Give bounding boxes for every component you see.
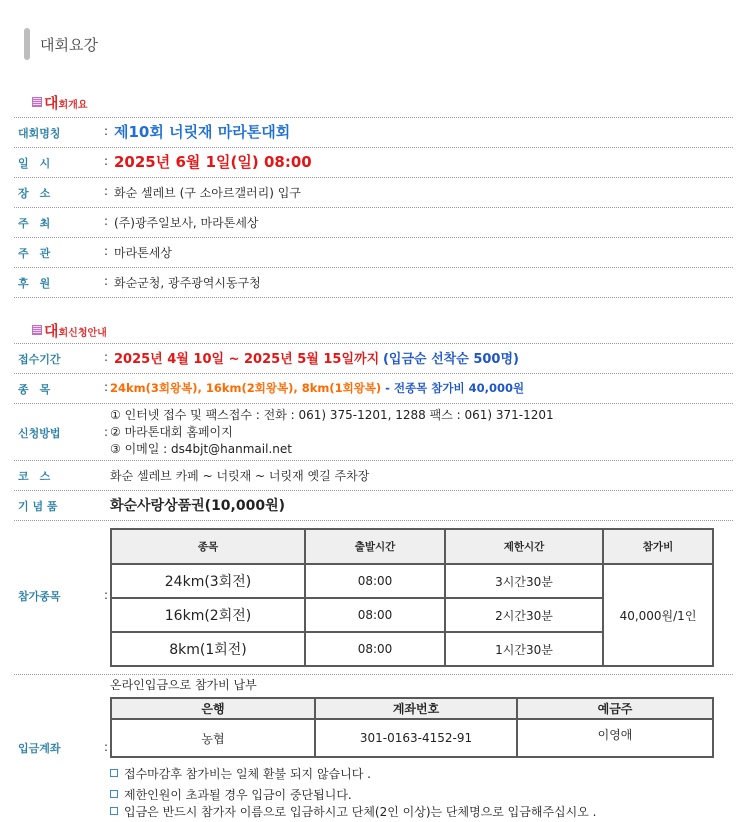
header-bank: 은행 (111, 698, 315, 719)
note-item (110, 765, 371, 782)
colon: : (104, 588, 109, 602)
cell-limit: 1시간30분 (445, 632, 603, 666)
label-account: 입금계좌 (18, 742, 61, 755)
label-sponsor: 후 원 (18, 277, 51, 290)
note-text: 입금은 반드시 참가자 이름으로 입금하시고 단체(2인 이상)는 단체명으로 입금해주십시오 . (124, 805, 597, 819)
divider (14, 267, 733, 268)
section-title-text: 회개요 (58, 100, 88, 111)
section-title-overview (32, 92, 87, 110)
period-dates: 2025년 4월 10일 ~ 2025년 5월 15일까지 (114, 352, 380, 367)
apply-line-1: ① 인터넷 접수 및 팩스접수 : 전화 : 061) 375-1201, 1288 팩스 : 061) 371-1201 (110, 408, 554, 422)
header-number: 계좌번호 (315, 698, 517, 719)
divider (14, 520, 733, 521)
categories-list: 24km(3회왕복), 16km(2회왕복), 8km(1회왕복) (110, 381, 382, 395)
label-organizer: 주 관 (18, 247, 51, 260)
event-name: 제10회 너릿재 마라톤대회 (114, 123, 291, 141)
label-host: 주 최 (18, 217, 51, 230)
event-organizer: 마라톤세상 (114, 246, 172, 260)
note-item (110, 786, 352, 803)
section-title-application (32, 320, 107, 338)
colon: : (104, 124, 109, 138)
cell-event: 16km(2회전) (111, 598, 305, 632)
divider (14, 177, 733, 178)
divider (14, 490, 733, 491)
cell-holder: 이영애 (517, 719, 713, 757)
colon: : (104, 154, 109, 168)
section-title-initial: 대 (44, 322, 59, 340)
colon: : (104, 425, 109, 439)
label-event-name: 대회명칭 (18, 127, 61, 140)
categories-separator: - (381, 381, 394, 395)
cell-event: 24km(3회전) (111, 564, 305, 598)
registration-period (114, 348, 519, 367)
cell-start: 08:00 (305, 598, 445, 632)
label-place: 장 소 (18, 187, 51, 200)
account-intro: 온라인입금으로 참가비 납부 (110, 678, 257, 692)
divider (14, 373, 733, 374)
note-item (110, 803, 596, 820)
event-sponsor: 화순군청, 광주광역시동구청 (114, 276, 261, 290)
divider (14, 297, 733, 298)
colon: : (104, 274, 109, 288)
gift-value: 화순사랑상품권(10,000원) (110, 498, 286, 514)
divider (14, 207, 733, 208)
colon: : (104, 380, 109, 394)
divider (14, 147, 733, 148)
header-holder: 예금주 (517, 698, 713, 719)
page-title: 대회요강 (40, 36, 98, 54)
label-categories: 참가종목 (18, 590, 61, 603)
apply-line-2: ② 마라톤대회 홈페이지 (110, 425, 233, 439)
event-place: 화순 셀레브 (구 소아르갤러리) 입구 (114, 186, 301, 200)
divider (14, 237, 733, 238)
section-title-text: 회신청안내 (58, 328, 107, 339)
note-text: 제한인원이 초과될 경우 입금이 중단됩니다. (124, 788, 352, 802)
header-event: 종목 (111, 529, 305, 564)
label-period: 접수기간 (18, 353, 61, 366)
note-bullet-icon (110, 807, 118, 815)
categories-table (110, 528, 714, 667)
cell-event: 8km(1회전) (111, 632, 305, 666)
label-date: 일 시 (18, 157, 51, 170)
label-gift: 기 념 품 (18, 500, 58, 513)
label-course: 코 스 (18, 470, 51, 483)
divider (14, 674, 733, 675)
colon: : (104, 350, 109, 364)
section-bullet-icon (32, 97, 42, 107)
divider (14, 403, 733, 404)
divider (14, 460, 733, 461)
cell-limit: 2시간30분 (445, 598, 603, 632)
cell-bank: 농협 (111, 719, 315, 757)
course-route: 화순 셀레브 카페 ~ 너릿재 ~ 너릿재 옛길 주차장 (110, 469, 370, 483)
colon: : (104, 740, 109, 754)
account-table (110, 697, 714, 758)
event-host: (주)광주일보사, 마라톤세상 (114, 216, 259, 230)
label-apply: 신청방법 (18, 427, 61, 440)
table-row (111, 719, 713, 757)
note-bullet-icon (110, 790, 118, 798)
label-events: 종 목 (18, 383, 51, 396)
header-limit: 제한시간 (445, 529, 603, 564)
cell-limit: 3시간30분 (445, 564, 603, 598)
section-title-initial: 대 (44, 94, 59, 112)
header-accent-bar (24, 28, 30, 60)
cell-fee: 40,000원/1인 (603, 564, 713, 666)
cell-start: 08:00 (305, 632, 445, 666)
categories-fee: 전종목 참가비 40,000원 (393, 381, 525, 395)
section-bullet-icon (32, 325, 42, 335)
header-start: 출발시간 (305, 529, 445, 564)
note-bullet-icon (110, 769, 118, 777)
cell-start: 08:00 (305, 564, 445, 598)
colon: : (104, 214, 109, 228)
note-text: 접수마감후 참가비는 일체 환불 되지 않습니다 . (124, 767, 371, 781)
divider (14, 343, 733, 344)
header-fee: 참가비 (603, 529, 713, 564)
table-row (111, 564, 713, 598)
apply-line-3: ③ 이메일 : ds4bjt@hanmail.net (110, 442, 292, 456)
event-categories (110, 380, 524, 396)
cell-number: 301-0163-4152-91 (315, 719, 517, 757)
period-note: (입금순 선착순 500명) (382, 352, 519, 367)
colon: : (104, 184, 109, 198)
colon: : (104, 244, 109, 258)
event-date: 2025년 6월 1일(일) 08:00 (114, 153, 312, 171)
divider (14, 117, 733, 118)
